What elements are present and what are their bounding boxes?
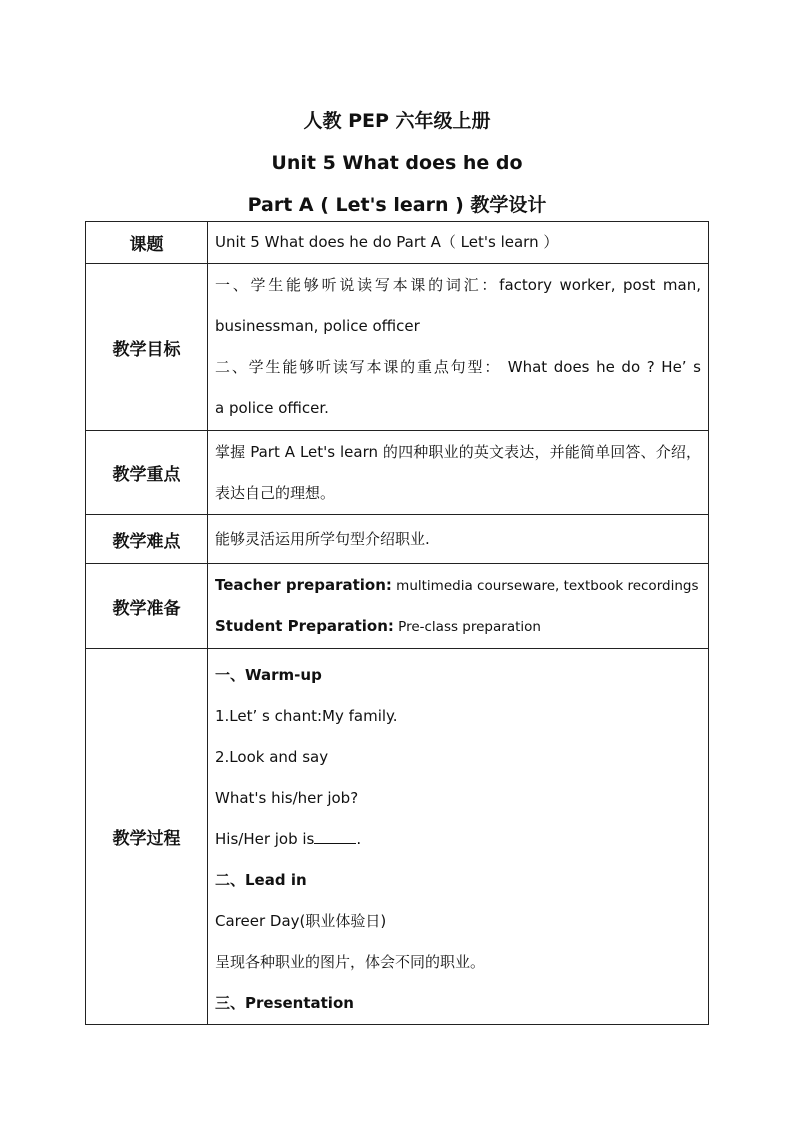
objectives-line-3: 二、学生能够听读写本课的重点句型： What does he do ? He’ s [215, 358, 701, 376]
objectives-line-2: businessman, police officer [215, 317, 420, 335]
row-process [86, 649, 709, 1025]
label-difficulties: 教学难点 [86, 515, 208, 564]
title-line-3: Part A ( Let's learn ) 教学设计 [247, 194, 547, 216]
row-preparation [86, 564, 709, 649]
content-process [208, 649, 709, 1025]
teacher-preparation [215, 565, 701, 606]
label-preparation: 教学准备 [86, 564, 208, 649]
title-line-1: 人教 PEP 六年级上册 [303, 110, 491, 132]
content-topic [208, 222, 709, 264]
label-key-points: 教学重点 [86, 431, 208, 515]
key-points-line-2: 表达自己的理想。 [215, 483, 336, 502]
row-key-points [86, 431, 709, 515]
label-process: 教学过程 [86, 649, 208, 1025]
label-topic: 课题 [86, 222, 208, 264]
row-topic [86, 222, 709, 264]
answer-suffix: . [356, 830, 362, 848]
chant-line: 1.Let’ s chant:My family. [215, 707, 398, 725]
objectives-line-1: 一、学生能够听说读写本课的词汇：factory worker, post man, [215, 276, 701, 294]
answer-blank [314, 827, 356, 844]
leadin-heading: 二、Lead in [215, 871, 307, 889]
content-difficulties [208, 515, 709, 564]
difficulties-line-1: 能够灵活运用所学句型介绍职业. [215, 529, 430, 548]
answer-prefix: His/Her job is [215, 830, 315, 848]
content-preparation [208, 564, 709, 649]
row-objectives [86, 264, 709, 431]
teacher-preparation-label: Teacher preparation: [215, 576, 392, 594]
key-points-line-1: 掌握 Part A Let's learn 的四种职业的英文表达，并能简单回答、介绍， [215, 442, 701, 461]
row-difficulties [86, 515, 709, 564]
teacher-preparation-value: multimedia courseware, textbook recordings [391, 578, 699, 594]
warmup-heading: 一、Warm-up [215, 666, 322, 684]
lesson-plan-table [85, 221, 709, 1025]
topic-value: Unit 5 What does he do Part A（ Let's learn ） [215, 233, 559, 251]
show-pictures-line: 呈现各种职业的图片，体会不同的职业。 [215, 953, 486, 971]
student-preparation [215, 606, 701, 647]
student-preparation-value: Pre-class preparation [393, 619, 541, 635]
document-title [0, 100, 794, 226]
content-key-points [208, 431, 709, 515]
answer-line [215, 819, 701, 860]
content-objectives [208, 264, 709, 431]
student-preparation-label: Student Preparation: [215, 617, 394, 635]
presentation-heading: 三、Presentation [215, 994, 354, 1012]
question-line: What's his/her job? [215, 789, 359, 807]
career-day-line: Career Day(职业体验日) [215, 912, 387, 930]
label-objectives: 教学目标 [86, 264, 208, 431]
look-say-line: 2.Look and say [215, 748, 329, 766]
title-line-2: Unit 5 What does he do [271, 152, 523, 174]
objectives-line-4: a police officer. [215, 399, 329, 417]
